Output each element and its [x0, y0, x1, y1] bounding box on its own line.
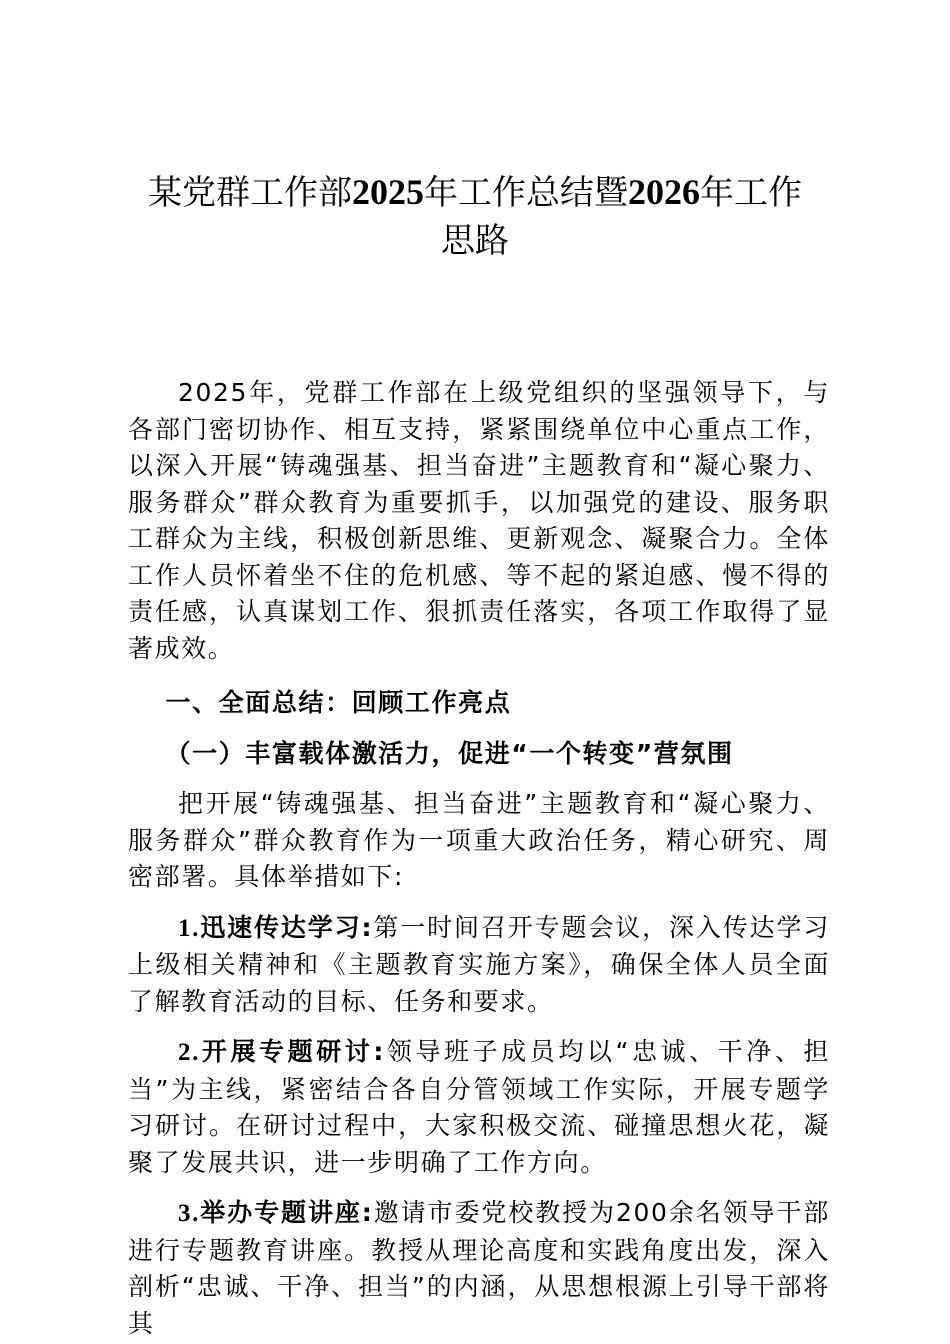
title-suffix: 年工作 — [700, 173, 802, 213]
list-item — [128, 1034, 830, 1181]
subsection-intro-paragraph: 把开展“铸魂强基、担当奋进”主题教育和“凝心聚力、服务群众”群众教育作为一项重大政治任务，精心研究、周密部署。具体举措如下: — [128, 789, 830, 891]
list-item — [128, 910, 830, 1021]
item-lead: 举办专题讲座: — [199, 1198, 374, 1227]
title-prefix: 某党群工作部 — [148, 173, 352, 213]
item-text: 领导班子成员均以“忠诚、干净、担当”为主线，紧密结合各自分管领域工作实际，开展专题学习研讨。在研讨过程中，大家积极交流、碰撞思想火花，凝聚了发展共识，进一步明确了工作方向。 — [128, 1037, 830, 1177]
document-title — [110, 168, 840, 265]
title-line2: 思路 — [441, 221, 509, 261]
title-year-2025: 2025 — [352, 172, 424, 212]
intro-paragraph: 2025年，党群工作部在上级党组织的坚强领导下，与各部门密切协作、相互支持，紧紧围绕单位中心重点工作，以深入开展“铸魂强基、担当奋进”主题教育和“凝心聚力、服务群众”群众教育为重要抓手，以加强党的建设、服务职工群众为主线，积极创新思维、更新观念、凝聚合力。全体工作人员怀着坐不住的危机感、等不起的紧迫感、慢不得的责任感，认真谋划工作、狠抓责任落实，各项工作取得了显著成效。 — [128, 378, 830, 663]
item-lead: 迅速传达学习: — [199, 912, 374, 942]
title-year-2026: 2026 — [628, 172, 700, 212]
subsection-heading-1: （一）丰富载体激活力，促进“一个转变”营氛围 — [165, 738, 734, 768]
item-number: 2. — [178, 1039, 200, 1066]
item-number: 3. — [178, 1200, 200, 1227]
item-text: 邀请市委党校教授为200余名领导干部进行专题教育讲座。教授从理论高度和实践角度出发，深入剖析“忠诚、干净、担当”的内涵，从思想根源上引导干部将其 — [128, 1198, 830, 1338]
item-number: 1. — [178, 914, 200, 942]
section-heading-1: 一、全面总结：回顾工作亮点 — [165, 688, 512, 717]
document-body — [128, 375, 830, 1342]
item-text: 第一时间召开专题会议，深入传达学习上级相关精神和《主题教育实施方案》，确保全体人员全面了解教育活动的目标、任务和要求。 — [128, 912, 830, 1016]
item-lead: 开展专题研讨: — [199, 1037, 385, 1066]
title-mid: 年工作总结暨 — [424, 173, 628, 213]
list-item — [128, 1195, 830, 1342]
